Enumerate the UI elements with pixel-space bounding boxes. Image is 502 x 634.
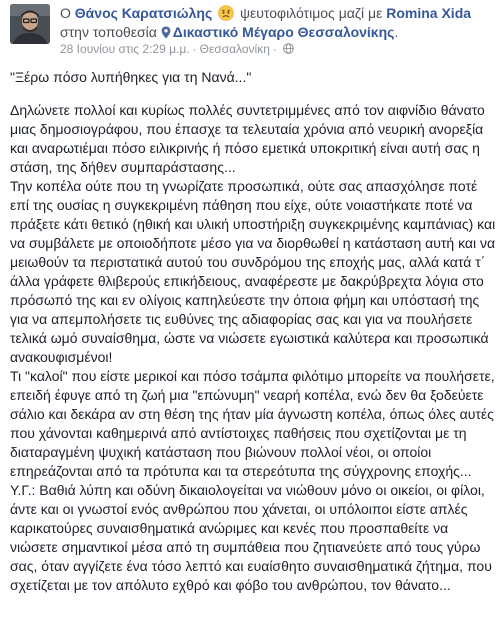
avatar[interactable] — [10, 4, 50, 44]
place-link[interactable]: Θεσσαλονίκη — [199, 42, 270, 56]
globe-icon[interactable] — [283, 43, 294, 54]
worried-face-emoji-icon — [218, 5, 234, 21]
post-body — [10, 68, 498, 595]
location-prefix: στην τοποθεσία — [60, 24, 157, 40]
post-paragraph-1: Δηλώνετε πολλοί και κυρίως πολλές συντετριμμένες από τον αιφνίδιο θάνατο μιας δημοσιογράφου, που έπασχε τα τελευταία χρόνια από νευρική ανορεξία και αναρωτιέμαι πόσο ειλικρινής ή πόσο εμετικά υποκριτική είναι αυτή σας η στάση, της δήθεν συμπαράστασης... — [10, 102, 485, 175]
meta-separator-2: · — [272, 42, 277, 56]
author-prefix: Ο — [60, 5, 75, 21]
post-quote: "Ξέρω πόσο λυπήθηκες για τη Νανά..." — [10, 69, 252, 85]
timestamp-link[interactable]: 28 Ιουνίου στις 2:29 μ.μ. — [60, 42, 190, 56]
post-paragraph-4: Υ.Γ.: Βαθιά λύπη και οδύνη δικαιολογείται να νιώθουν μόνο οι οικείοι, οι φίλοι, άντε και οι γνωστοί ενός ανθρώπου που χάνεται, οι υπόλοιποι είστε απλές καρικατούρες συναισθηματικά ανώριμες και κενές που προσπαθείτε να νιώσετε σημαντικοί μέσα από τη συμπάθεια που ζητιανεύετε από τους γύρω σας, όταν αγγίζετε ένα τόσο λεπτό και ευαίσθητο συναισθηματικά ζήτημα, που σχετίζεται με τον απόλυτο εχθρό και φόβο του ανθρώπου, τον θάνατο... — [10, 482, 492, 593]
tagged-person-link[interactable]: Romina Xida — [386, 5, 472, 21]
post-header — [0, 0, 502, 58]
post-headline — [60, 4, 496, 42]
post-paragraph-3: Τι "καλοί" που είστε μερικοί και πόσο τσάμπα φιλότιμο μπορείτε να πουλήσετε, επειδή έφυγε από τη ζωή μια "επώνυμη" νεαρή κοπέλα, ενώ δεν θα ξοδεύετε σάλιο και δεκάρα αν στη θέση της ήταν μία άγνωστη κοπέλα, όπως όλες αυτές που χάνονται καθημερινά από αντίστοιχες παθήσεις που σχετίζονται με τη διαταραγμένη ψυχική κατάσταση που βιώνουν πολλοί νέοι, οι οποίοι επηρεάζονται από τα πρότυπα και τα στερεότυπα της σύγχρονης εποχής... — [10, 368, 495, 479]
location-suffix: . — [394, 24, 399, 40]
location-link[interactable]: Δικαστικό Μέγαρο Θεσσαλονίκης — [172, 24, 395, 40]
author-name-link[interactable]: Θάνος Καρατσιώλης — [74, 5, 213, 21]
location-pin-icon — [161, 25, 171, 38]
post-paragraph-2: Την κοπέλα ούτε που τη γνωρίζατε προσωπικά, ούτε σας απασχόλησε ποτέ επί της ουσίας η συγκεκριμένη πάθηση που είχε, ούτε νοιαστήκατε ποτέ να πράξετε κάτι θετικό (ηθική και υλική υποστήριξη συγκεκριμένης καμπάνιας) και να συμβάλετε με οποιοδήποτε μέσο για να διορθωθεί η κατάσταση αυτή και να μειωθούν τα περιστατικά αυτού του συνδρόμου της εποχής μας, αλλά κατά τ΄ άλλα γράφετε θλιβερούς επικήδειους, αναφέρεστε με δακρύβρεχτα λόγια στο πρόσωπό της και εν ολίγοις καπηλεύεστε την όποια φήμη και υπόστασή της για να απεμπολήσετε τις ευθύνες της αδιαφορίας σας και για να πουλήσετε τελικά ωμό συναίσθημα, ώστε να νιώσετε εγωιστικά καλύτερα και προσωπικά ανακουφισμένοι! — [10, 178, 496, 365]
post-meta — [60, 42, 294, 56]
meta-separator: · — [192, 42, 197, 56]
feeling-text: ψευτοφιλότιμος μαζί με — [240, 5, 383, 21]
